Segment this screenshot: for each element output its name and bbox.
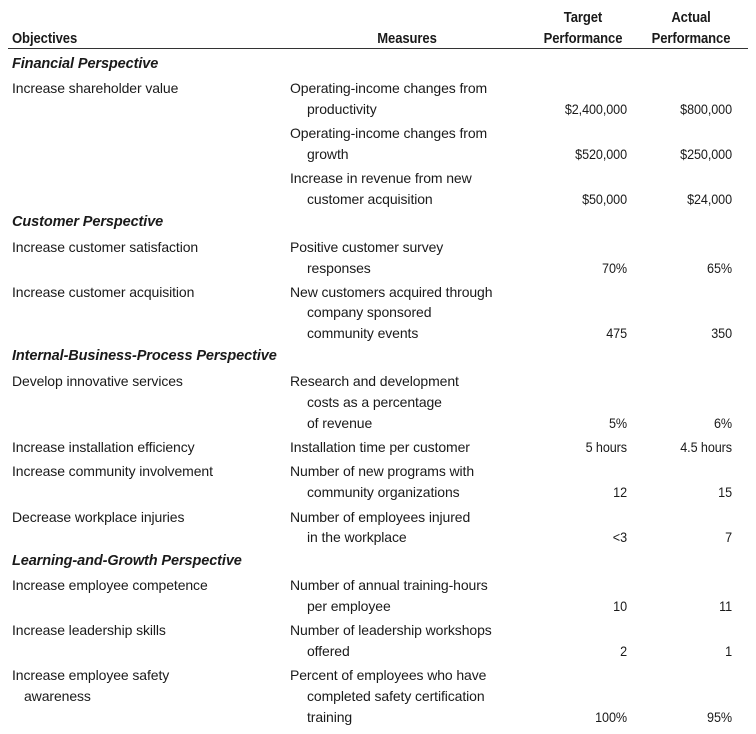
objective-text: Develop innovative services	[12, 373, 183, 389]
objective-text: Increase leadership skills	[12, 622, 166, 638]
measure-text: completed safety certification	[307, 688, 485, 704]
section-financial: Financial Perspective	[12, 56, 159, 72]
measure-text: Number of employees injured	[290, 509, 471, 525]
measure-text: offered	[307, 643, 350, 659]
objective-text: Decrease workplace injuries	[12, 509, 185, 525]
objective-text: Increase shareholder value	[12, 80, 179, 96]
actual-value: 95%	[707, 709, 732, 725]
measure-text: Installation time per customer	[290, 439, 470, 455]
measure-text: Operating-income changes from	[290, 125, 488, 141]
actual-value: 1	[725, 643, 732, 659]
measure-text: Number of annual training-hours	[290, 577, 488, 593]
measure-text: Positive customer survey	[290, 239, 444, 255]
measure-text: company sponsored	[307, 304, 432, 320]
objective-text: awareness	[24, 688, 91, 704]
measure-text: Research and development	[290, 373, 459, 389]
measure-text: in the workplace	[307, 529, 407, 545]
target-value: $50,000	[582, 191, 627, 207]
measure-text: growth	[307, 146, 349, 162]
measure-text: Number of new programs with	[290, 463, 475, 479]
objective-text: Increase employee safety	[12, 667, 170, 683]
measure-text: costs as a percentage	[307, 394, 442, 410]
section-internal-business-process: Internal-Business-Process Perspective	[12, 348, 277, 364]
target-value: 70%	[602, 260, 627, 276]
measure-text: New customers acquired through	[290, 284, 493, 300]
target-value: 2	[620, 643, 627, 659]
measure-text: of revenue	[307, 415, 373, 431]
header-actual-line2: Performance	[651, 31, 731, 47]
measure-text: community organizations	[307, 484, 460, 500]
header-objectives: Objectives	[12, 31, 78, 47]
target-value: 475	[606, 325, 627, 341]
measure-text: responses	[307, 260, 371, 276]
target-value: $2,400,000	[564, 101, 627, 117]
objective-text: Increase customer satisfaction	[12, 239, 199, 255]
actual-value: $24,000	[687, 191, 732, 207]
measure-text: Increase in revenue from new	[290, 170, 472, 186]
header-target-line1: Target	[563, 10, 603, 26]
header-target-line2: Performance	[543, 31, 623, 47]
target-value: 5%	[608, 415, 627, 431]
actual-value: 65%	[707, 260, 732, 276]
target-value: 12	[613, 484, 627, 500]
measure-text: per employee	[307, 598, 391, 614]
measure-text: Number of leadership workshops	[290, 622, 492, 638]
actual-value: 7	[725, 529, 732, 545]
measure-text: Operating-income changes from	[290, 80, 488, 96]
actual-value: $250,000	[680, 146, 732, 162]
objective-text: Increase community involvement	[12, 463, 213, 479]
actual-value: $800,000	[680, 101, 732, 117]
target-value: 10	[613, 598, 627, 614]
actual-value: 6%	[713, 415, 732, 431]
header-actual-line1: Actual	[671, 10, 711, 26]
target-value: 5 hours	[585, 439, 627, 455]
measure-text: community events	[307, 325, 419, 341]
section-learning-growth: Learning-and-Growth Perspective	[12, 553, 242, 569]
actual-value: 350	[711, 325, 732, 341]
measure-text: productivity	[307, 101, 377, 117]
actual-value: 15	[718, 484, 732, 500]
header-measures: Measures	[377, 31, 437, 47]
actual-value: 4.5 hours	[680, 439, 732, 455]
actual-value: 11	[719, 598, 732, 614]
target-value: $520,000	[575, 146, 627, 162]
target-value: <3	[612, 529, 627, 545]
measure-text: customer acquisition	[307, 191, 433, 207]
measure-text: training	[307, 709, 353, 725]
objective-text: Increase customer acquisition	[12, 284, 195, 300]
target-value: 100%	[595, 709, 627, 725]
objective-text: Increase employee competence	[12, 577, 208, 593]
section-customer: Customer Perspective	[12, 214, 164, 230]
objective-text: Increase installation efficiency	[12, 439, 195, 455]
header-rule	[8, 48, 748, 49]
measure-text: Percent of employees who have	[290, 667, 487, 683]
